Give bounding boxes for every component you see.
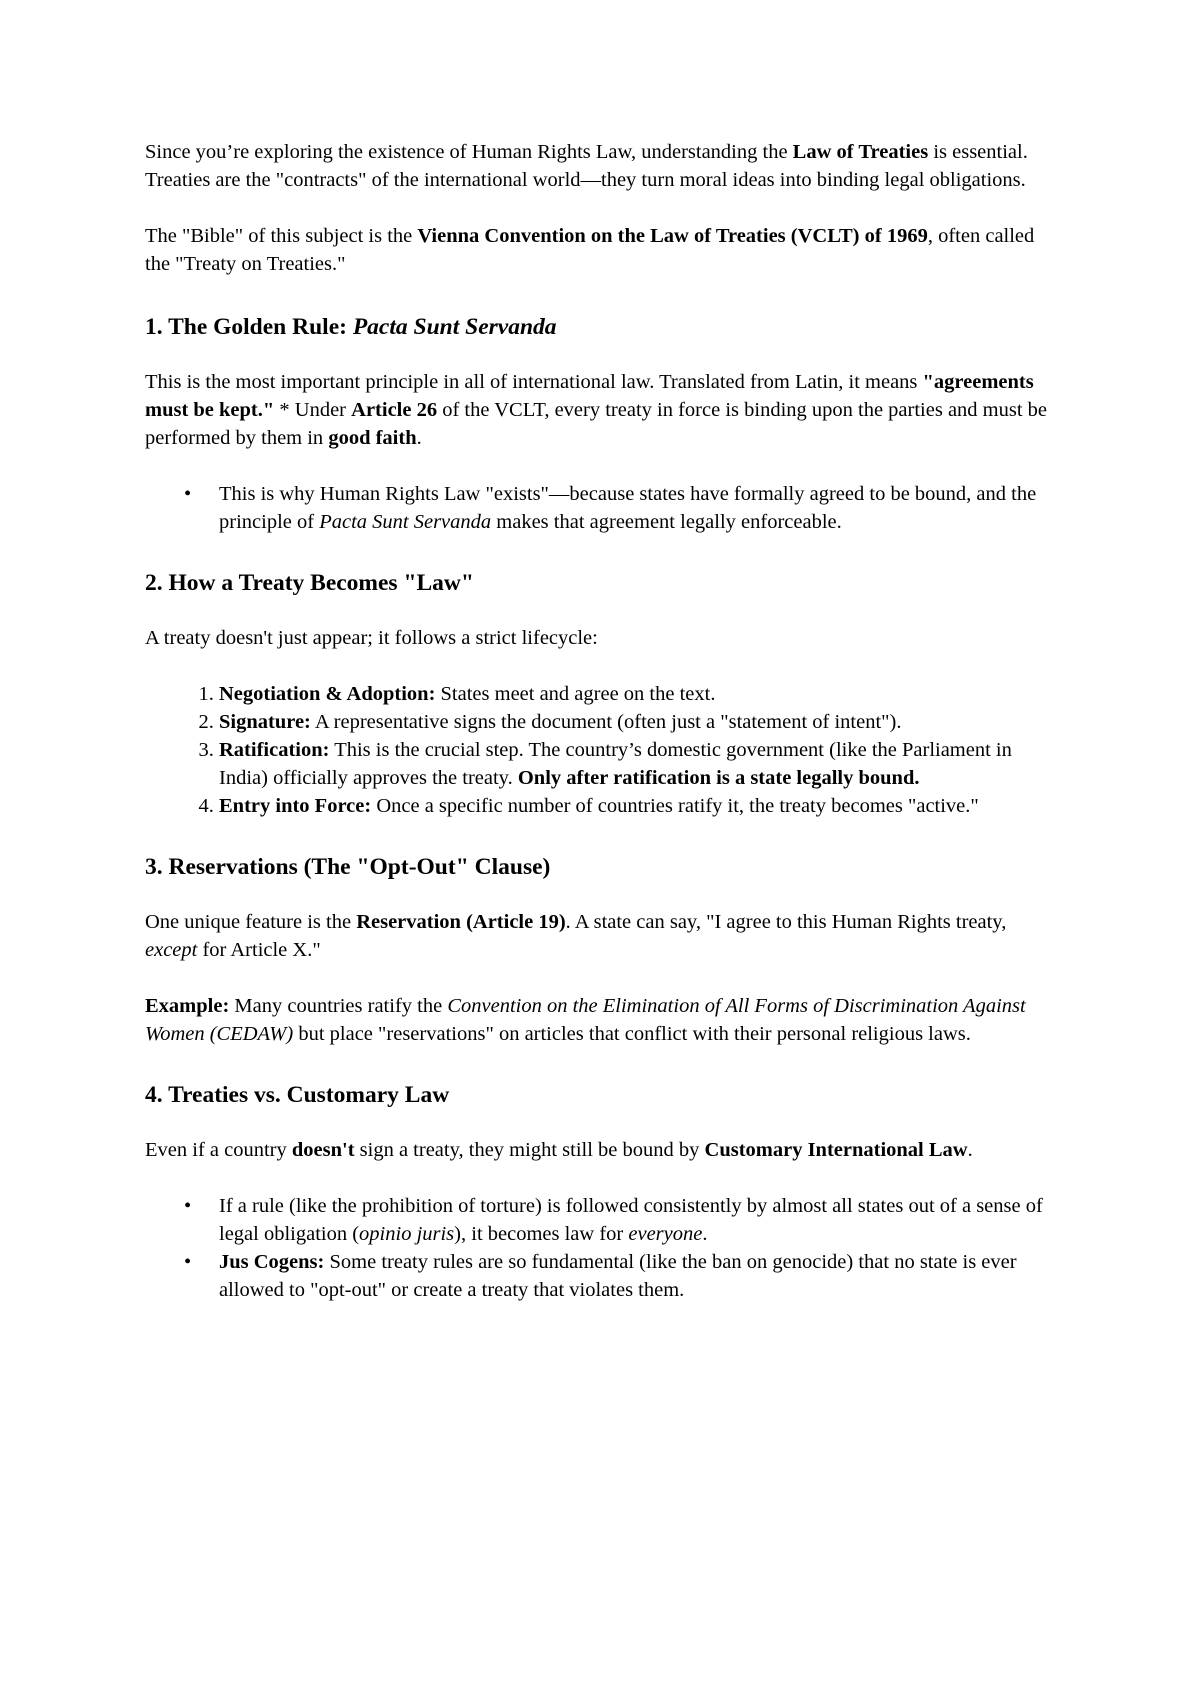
list-item: 3. Ratification: This is the crucial step. The country’s domestic government (like the Parliament in India) officially approves the treaty. Only after ratification is a state legally bound. bbox=[219, 736, 1060, 792]
list-item: • Jus Cogens: Some treaty rules are so fundamental (like the ban on genocide) that no state is ever allowed to "opt-out" or create a treaty that violates them. bbox=[219, 1248, 1060, 1304]
section-2-heading: 2. How a Treaty Becomes "Law" bbox=[145, 570, 474, 596]
section-2-intro: A treaty doesn't just appear; it follows a strict lifecycle: bbox=[145, 627, 598, 649]
section-3-heading: 3. Reservations (The "Opt-Out" Clause) bbox=[145, 854, 551, 880]
treaty-lifecycle-list bbox=[145, 680, 1060, 820]
section-1-paragraph: This is the most important principle in all of international law. Translated from Latin, it means "agreements must be kept." * Under Article 26 of the VCLT, every treaty in force is binding upon the parties and must be performed by them in good faith. bbox=[145, 371, 1048, 449]
list-item: 4. Entry into Force: Once a specific number of countries ratify it, the treaty becomes "active." bbox=[219, 792, 1060, 820]
section-4-bullet-list bbox=[145, 1192, 1060, 1304]
term-law-of-treaties: Law of Treaties bbox=[792, 141, 929, 163]
section-3-example: Example: Many countries ratify the Convention on the Elimination of All Forms of Discrimination Against Women (CEDAW) but place "reservations" on articles that conflict with their personal religious laws. bbox=[145, 995, 1026, 1045]
intro-paragraph-1: Since you’re exploring the existence of Human Rights Law, understanding the Law of Treaties is essential. Treaties are the "contracts" of the international world—they turn moral ideas into binding legal obligations. bbox=[145, 141, 1028, 191]
list-item: • If a rule (like the prohibition of torture) is followed consistently by almost all states out of a sense of legal obligation (opinio juris), it becomes law for everyone. bbox=[219, 1192, 1060, 1248]
section-3-paragraph: One unique feature is the Reservation (Article 19). A state can say, "I agree to this Human Rights treaty, except for Article X." bbox=[145, 911, 1007, 961]
section-1-heading: 1. The Golden Rule: Pacta Sunt Servanda bbox=[145, 314, 557, 340]
section-4-paragraph: Even if a country doesn't sign a treaty, they might still be bound by Customary International Law. bbox=[145, 1139, 973, 1161]
list-item: • This is why Human Rights Law "exists"—because states have formally agreed to be bound, and the principle of Pacta Sunt Servanda makes that agreement legally enforceable. bbox=[219, 480, 1060, 536]
list-item: 2. Signature: A representative signs the document (often just a "statement of intent"). bbox=[219, 708, 1060, 736]
bullet-icon: • bbox=[184, 483, 192, 505]
document-page bbox=[145, 138, 1060, 1332]
term-vclt: Vienna Convention on the Law of Treaties (VCLT) of 1969 bbox=[417, 225, 928, 247]
section-4-heading: 4. Treaties vs. Customary Law bbox=[145, 1082, 450, 1108]
bullet-icon: • bbox=[184, 1195, 192, 1217]
bullet-icon: • bbox=[184, 1251, 192, 1273]
list-item: 1. Negotiation & Adoption: States meet and agree on the text. bbox=[219, 680, 1060, 708]
section-1-bullet-list bbox=[145, 480, 1060, 536]
intro-paragraph-2: The "Bible" of this subject is the Vienna Convention on the Law of Treaties (VCLT) of 1969, often called the "Treaty on Treaties." bbox=[145, 225, 1035, 275]
